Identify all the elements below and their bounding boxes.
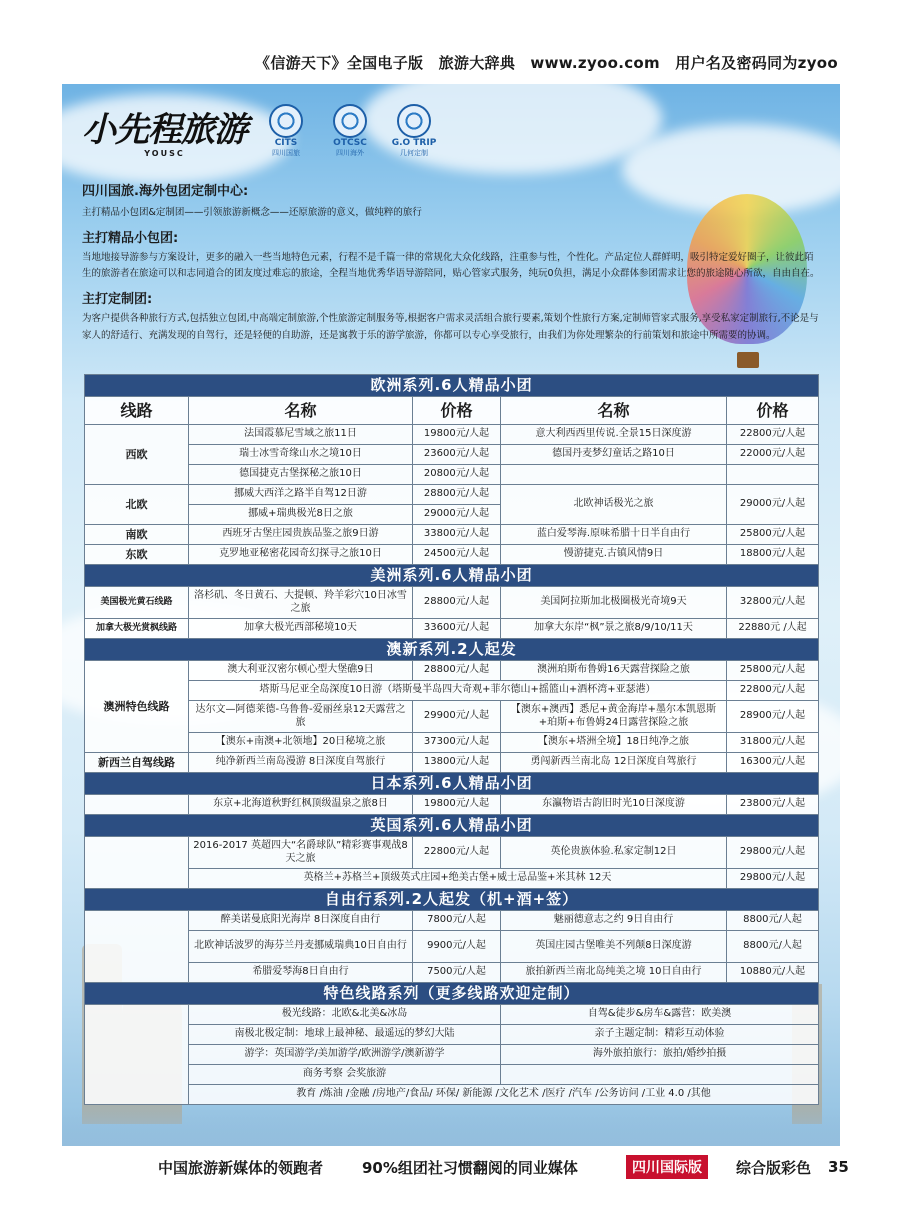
route-price: 28800元/人起 — [413, 661, 501, 681]
route-price: 29900元/人起 — [413, 701, 501, 733]
route-price: 19800元/人起 — [413, 795, 501, 815]
edition-badge: 四川国际版 — [626, 1155, 708, 1179]
special-route: 自驾&徒步&房车&露营：欧美澳 — [501, 1005, 819, 1025]
footer-slogan-media: 90%组团社习惯翻阅的同业媒体 — [362, 1158, 578, 1177]
intro-section — [82, 174, 822, 344]
intro-heading-center: 四川国旅.海外包团定制中心: — [82, 184, 249, 199]
table-row — [85, 733, 819, 753]
category-nz-drive: 新西兰自驾线路 — [85, 753, 189, 773]
route-price: 22800元/人起 — [727, 425, 819, 445]
table-header-row — [85, 397, 819, 425]
route-name: 英国庄园古堡唯美不列颠8日深度游 — [501, 931, 727, 963]
special-route: 海外旅拍旅行：旅拍/婚纱拍摄 — [501, 1045, 819, 1065]
route-price: 28800元/人起 — [413, 587, 501, 619]
intro-heading-small-group: 主打精品小包团: — [82, 231, 179, 247]
route-name: 德国捷克古堡探秘之旅10日 — [189, 465, 413, 485]
table-row — [85, 465, 819, 485]
header-route: 线路 — [85, 397, 189, 425]
route-price: 22800元/人起 — [413, 837, 501, 869]
route-name: 蓝白爱琴海.原味希腊十日半自由行 — [501, 525, 727, 545]
header-price: 价格 — [727, 397, 819, 425]
table-row — [85, 1085, 819, 1105]
table-row — [85, 661, 819, 681]
special-route: 极光线路：北欧&北美&冰岛 — [189, 1005, 501, 1025]
route-name: 北欧神话波罗的海芬兰丹麦挪威瑞典10日自由行 — [189, 931, 413, 963]
empty-cell — [85, 911, 189, 983]
route-price: 13800元/人起 — [413, 753, 501, 773]
route-name: 【澳东+塔洲全境】18日纯净之旅 — [501, 733, 727, 753]
route-price: 22000元/人起 — [727, 445, 819, 465]
route-price: 29000元/人起 — [727, 485, 819, 525]
section-title-oceania: 澳新系列.2人起发 — [85, 639, 819, 661]
special-route-industries: 教育 /炼油 /金融 /房地产/食品/ 环保/ 新能源 /文化艺术 /医疗 /汽车 /公务访问 /工业 4.0 /其他 — [189, 1085, 819, 1105]
category-canada-aurora: 加拿大极光赏枫线路 — [85, 619, 189, 639]
route-price: 32800元/人起 — [727, 587, 819, 619]
empty-cell — [501, 465, 727, 485]
route-name: 加拿大极光西部秘境10天 — [189, 619, 413, 639]
intro-custom-text: 为客户提供各种旅行方式,包括独立包团,中高端定制旅游,个性旅游定制服务等,根据客户需求灵活组合旅行要素,策划个性旅行方案,定制师管家式服务,享受私家定制旅行,不论是与家人的舒适行、充满发现的自驾行，还是轻便的自助游，还是寓教于乐的游学旅游，你都可以专心享受旅行，由我们为你处理繁杂的行前策划和旅途中所需要的协调。 — [82, 313, 819, 341]
table-row — [85, 931, 819, 963]
route-name: 慢游捷克.古镇风情9日 — [501, 545, 727, 565]
footer-slogan-leader: 中国旅游新媒体的领跑者 — [158, 1158, 324, 1177]
route-name: 达尔文—阿德莱德-乌鲁鲁-爱丽丝泉12天露营之旅 — [189, 701, 413, 733]
page-header: 《信游天下》全国电子版 旅游大辞典 www.zyoo.com 用户名及密码同为zyoo — [255, 54, 838, 72]
header-price: 价格 — [413, 397, 501, 425]
empty-cell — [727, 465, 819, 485]
section-title-japan: 日本系列.6人精品小团 — [85, 773, 819, 795]
route-name: 东瀛物语古韵旧时光10日深度游 — [501, 795, 727, 815]
route-price: 8800元/人起 — [727, 911, 819, 931]
table-row — [85, 795, 819, 815]
route-name: 东京+北海道秋野红枫顶级温泉之旅8日 — [189, 795, 413, 815]
route-name: 魅丽德意志之约 9日自由行 — [501, 911, 727, 931]
category-us-yellowstone: 美国极光黄石线路 — [85, 587, 189, 619]
section-title-europe: 欧洲系列.6人精品小团 — [85, 375, 819, 397]
header-name: 名称 — [189, 397, 413, 425]
org-code: CITS — [274, 138, 298, 148]
table-row — [85, 1045, 819, 1065]
table-row — [85, 619, 819, 639]
table-row — [85, 1025, 819, 1045]
empty-cell — [85, 837, 189, 889]
route-name: 英格兰+苏格兰+顶级英式庄园+绝美古堡+威士忌品鉴+米其林 12天 — [189, 869, 727, 889]
route-price: 24500元/人起 — [413, 545, 501, 565]
route-price: 16300元/人起 — [727, 753, 819, 773]
route-name: 洛杉矶、冬日黄石、大提顿、羚羊彩穴10日冰雪之旅 — [189, 587, 413, 619]
route-price: 29000元/人起 — [413, 505, 501, 525]
route-name: 2016-2017 英超四大“名爵球队”精彩赛事观战8天之旅 — [189, 837, 413, 869]
category-north-europe: 北欧 — [85, 485, 189, 525]
route-name: 美国阿拉斯加北极圈极光奇境9天 — [501, 587, 727, 619]
special-route: 游学：英国游学/美加游学/欧洲游学/澳新游学 — [189, 1045, 501, 1065]
table-row — [85, 681, 819, 701]
route-name: 勇闯新西兰南北岛 12日深度自驾旅行 — [501, 753, 727, 773]
empty-cell — [501, 1065, 819, 1085]
table-row — [85, 1065, 819, 1085]
route-name: 英伦贵族体验.私家定制12日 — [501, 837, 727, 869]
cits-logo — [261, 104, 311, 158]
table-row — [85, 701, 819, 733]
route-price: 25800元/人起 — [727, 525, 819, 545]
section-title-fit: 自由行系列.2人起发（机+酒+签） — [85, 889, 819, 911]
table-row — [85, 837, 819, 869]
route-price-table — [84, 374, 819, 1105]
section-title-uk: 英国系列.6人精品小团 — [85, 815, 819, 837]
route-price: 19800元/人起 — [413, 425, 501, 445]
route-price: 23800元/人起 — [727, 795, 819, 815]
page-footer — [0, 1152, 900, 1182]
globe-icon — [269, 104, 303, 138]
gotrip-logo — [389, 104, 439, 158]
special-route: 南极北极定制：地球上最神秘、最遥远的梦幻大陆 — [189, 1025, 501, 1045]
content-panel — [62, 84, 840, 1146]
table-row — [85, 445, 819, 465]
route-name: 醉美诺曼底阳光海岸 8日深度自由行 — [189, 911, 413, 931]
page-number: 35 — [828, 1158, 849, 1176]
route-name: 【澳东+澳西】悉尼+黄金海岸+墨尔本凯恩斯+珀斯+布鲁姆24日露营探险之旅 — [501, 701, 727, 733]
brand-logo-en: YOUSC — [144, 149, 185, 158]
table-row — [85, 425, 819, 445]
org-name: 几何定制 — [400, 149, 428, 157]
route-price: 28900元/人起 — [727, 701, 819, 733]
route-price: 31800元/人起 — [727, 733, 819, 753]
org-name: 四川海外 — [336, 149, 364, 157]
category-east-europe: 东欧 — [85, 545, 189, 565]
route-name: 纯净新西兰南岛漫游 8日深度自驾旅行 — [189, 753, 413, 773]
route-name: 西班牙古堡庄园贵族品鉴之旅9日游 — [189, 525, 413, 545]
route-name: 塔斯马尼亚全岛深度10日游（塔斯曼半岛四大奇观+菲尔德山+摇篮山+酒杯湾+亚瑟港） — [189, 681, 727, 701]
table-row — [85, 911, 819, 931]
org-code: G.O TRIP — [391, 138, 437, 148]
section-title-special: 特色线路系列（更多线路欢迎定制） — [85, 983, 819, 1005]
table-row — [85, 545, 819, 565]
route-name: 克罗地亚秘密花园奇幻探寻之旅10日 — [189, 545, 413, 565]
route-price: 37300元/人起 — [413, 733, 501, 753]
orbit-icon — [397, 104, 431, 138]
brand-logo — [82, 110, 247, 158]
route-price: 29800元/人起 — [727, 837, 819, 869]
intro-small-group-text: 当地地接导游参与方案设计，更多的融入一些当地特色元素，行程不是千篇一律的常规化大众化线路，注重参与性，个性化。产品定位人群鲜明，吸引特定爱好圈子，让彼此陌生的旅游者在旅途可以和志同道合的团友度过难忘的旅途，全程当地优秀华语导游陪同，贴心管家式服务，纯玩0负担，满足小众群体参团需求让您的旅途随心所欲，自由自在。 — [82, 252, 820, 280]
route-price: 7800元/人起 — [413, 911, 501, 931]
route-name: 法国霞慕尼雪域之旅11日 — [189, 425, 413, 445]
category-west-europe: 西欧 — [85, 425, 189, 485]
table-row — [85, 869, 819, 889]
route-name: 瑞士冰雪奇缘山水之境10日 — [189, 445, 413, 465]
empty-cell — [85, 1005, 189, 1105]
brand-logo-text: 小先程旅游 — [82, 110, 247, 150]
empty-cell — [85, 795, 189, 815]
route-price: 33800元/人起 — [413, 525, 501, 545]
intro-tagline: 主打精品小包团&定制团——引领旅游新概念——还原旅游的意义，做纯粹的旅行 — [82, 207, 422, 218]
special-route: 亲子主题定制：精彩互动体验 — [501, 1025, 819, 1045]
category-australia-special: 澳洲特色线路 — [85, 661, 189, 753]
route-price: 29800元/人起 — [727, 869, 819, 889]
org-code: OTCSC — [333, 138, 367, 148]
route-price: 10880元/人起 — [727, 963, 819, 983]
table-row — [85, 753, 819, 773]
route-price: 25800元/人起 — [727, 661, 819, 681]
balloon-basket-image — [737, 352, 759, 368]
route-name: 【澳东+南澳+北领地】20日秘境之旅 — [189, 733, 413, 753]
logo-row — [82, 98, 439, 158]
route-price: 22880元 /人起 — [727, 619, 819, 639]
table-row — [85, 525, 819, 545]
route-name: 希腊爱琴海8日自由行 — [189, 963, 413, 983]
table-row — [85, 963, 819, 983]
special-route: 商务考察 会奖旅游 — [189, 1065, 501, 1085]
route-name: 加拿大东岸“枫”景之旅8/9/10/11天 — [501, 619, 727, 639]
globe-icon — [333, 104, 367, 138]
route-price: 7500元/人起 — [413, 963, 501, 983]
route-price: 20800元/人起 — [413, 465, 501, 485]
route-name: 德国丹麦梦幻童话之路10日 — [501, 445, 727, 465]
route-name: 旅拍新西兰南北岛纯美之境 10日自由行 — [501, 963, 727, 983]
footer-section-label: 综合版彩色 — [736, 1158, 812, 1177]
route-name: 挪威大西洋之路半自驾12日游 — [189, 485, 413, 505]
route-name: 澳洲珀斯布鲁姆16天露营探险之旅 — [501, 661, 727, 681]
route-price: 28800元/人起 — [413, 485, 501, 505]
route-price: 33600元/人起 — [413, 619, 501, 639]
route-name: 意大利西西里传说.全景15日深度游 — [501, 425, 727, 445]
otcsc-logo — [325, 104, 375, 158]
header-name: 名称 — [501, 397, 727, 425]
section-title-america: 美洲系列.6人精品小团 — [85, 565, 819, 587]
route-name: 澳大利亚汉密尔顿心型大堡礁9日 — [189, 661, 413, 681]
route-price: 23600元/人起 — [413, 445, 501, 465]
route-price: 22800元/人起 — [727, 681, 819, 701]
table-row — [85, 587, 819, 619]
route-name: 挪威+瑞典极光8日之旅 — [189, 505, 413, 525]
route-price: 8800元/人起 — [727, 931, 819, 963]
table-row — [85, 1005, 819, 1025]
route-name: 北欧神话极光之旅 — [501, 485, 727, 525]
route-price: 18800元/人起 — [727, 545, 819, 565]
intro-heading-custom: 主打定制团: — [82, 292, 153, 308]
org-name: 四川国旅 — [272, 149, 300, 157]
table-row — [85, 485, 819, 505]
route-price: 9900元/人起 — [413, 931, 501, 963]
category-south-europe: 南欧 — [85, 525, 189, 545]
